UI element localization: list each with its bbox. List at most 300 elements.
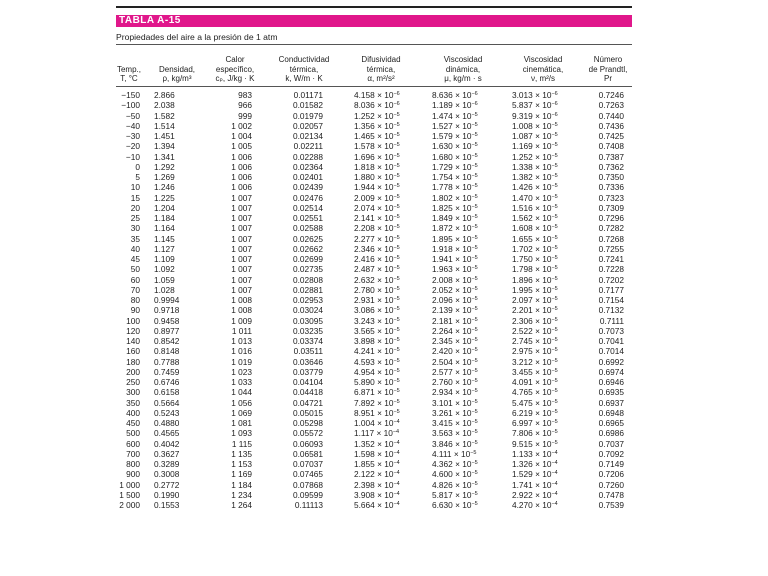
mantissa: 1.598 × 10 [354,448,394,459]
cell-specific-heat: 1 264 [231,500,252,510]
mantissa: 1.578 × 10 [354,141,394,152]
mantissa: 1.252 × 10 [512,151,552,162]
cell-thermal-conductivity: 0.02881 [293,284,323,295]
mantissa: 5.475 × 10 [512,397,552,408]
cell-prandtl-number: 0.7073 [598,325,624,336]
mantissa: 2.420 × 10 [432,346,472,357]
mantissa: 1.944 × 10 [354,182,394,193]
exponent: −5 [471,480,478,487]
mantissa: 4.241 × 10 [354,346,394,357]
cell-density: 0.7459 [154,366,180,377]
exponent: −5 [471,490,478,497]
cell-specific-heat: 1 033 [231,377,252,387]
cell-temperature: 120 [126,325,140,336]
cell-prandtl-number: 0.7041 [598,336,624,346]
exponent: −5 [393,152,400,159]
exponent: −4 [393,480,400,487]
mantissa: 2.277 × 10 [354,233,394,244]
cell-temperature: 0 [135,161,140,172]
exponent: −5 [551,378,558,384]
cell-thermal-conductivity: 0.05298 [293,418,323,428]
cell-specific-heat: 1 002 [231,120,252,131]
cell-prandtl-number: 0.6948 [598,407,624,418]
exponent: −5 [551,265,558,272]
cell-density: 0.1553 [154,500,180,510]
mantissa: 1.529 × 10 [512,469,552,480]
cell-specific-heat: 1 005 [231,141,252,152]
exponent: −4 [551,460,558,466]
exponent: −6 [471,91,478,97]
cell-thermal-conductivity: 0.03095 [293,315,323,326]
cell-thermal-conductivity: 0.02476 [293,192,323,203]
table-row [116,490,632,500]
exponent: −5 [393,111,400,118]
exponent: −4 [551,490,558,497]
exponent: −4 [393,490,400,497]
exponent: −5 [551,306,558,313]
cell-temperature: 40 [130,243,140,254]
exponent: −5 [393,132,400,138]
mantissa: 6.997 × 10 [512,418,552,428]
cell-density: 0.6746 [154,377,180,387]
cell-temperature: 45 [130,254,140,264]
exponent: −5 [471,357,478,364]
mantissa: 4.600 × 10 [432,469,472,480]
cell-thermal-conductivity: 0.02211 [293,141,323,152]
header-dynamic-viscosity: Viscosidad dinámica, μ, kg/m · s [443,55,483,84]
mantissa: 1.470 × 10 [512,192,552,203]
cell-temperature: −10 [125,151,140,162]
cell-density: 1.127 [154,243,175,254]
cell-thermal-conductivity: 0.02057 [293,120,323,131]
mantissa: 1.655 × 10 [512,233,552,244]
cell-prandtl-number: 0.7436 [598,120,624,131]
exponent: −5 [471,162,478,169]
cell-temperature: 2 000 [119,500,140,510]
cell-density: 1.204 [154,202,175,213]
cell-thermal-conductivity: 0.02288 [293,151,323,162]
table-row [116,111,632,121]
cell-thermal-conductivity: 0.01979 [293,110,323,121]
cell-thermal-conductivity: 0.03779 [293,366,323,377]
exponent: −5 [393,244,400,251]
cell-temperature: 800 [126,459,140,469]
cell-prandtl-number: 0.7309 [598,202,624,213]
exponent: −5 [551,203,558,210]
cell-density: 1.341 [154,151,175,162]
exponent: −6 [471,101,478,108]
cell-density: 1.184 [154,213,175,223]
mantissa: 2.306 × 10 [512,315,552,326]
cell-thermal-conductivity: 0.04104 [293,377,323,387]
cell-prandtl-number: 0.7241 [598,254,624,264]
cell-prandtl-number: 0.6974 [598,366,624,377]
cell-density: 0.9718 [154,305,180,316]
table-page [116,0,632,576]
cell-thermal-conductivity: 0.06581 [293,448,323,459]
cell-specific-heat: 1 093 [231,428,252,439]
cell-density: 0.4565 [154,428,180,439]
table-row [116,428,632,438]
mantissa: 2.522 × 10 [512,325,552,336]
mantissa: 1.696 × 10 [354,151,394,162]
exponent: −5 [551,234,558,241]
cell-specific-heat: 1 006 [231,182,252,193]
cell-specific-heat: 1 006 [231,151,252,162]
cell-density: 0.3627 [154,448,180,459]
cell-thermal-conductivity: 0.02401 [293,172,323,182]
exponent: −5 [471,183,478,190]
cell-thermal-conductivity: 0.02699 [293,254,323,264]
exponent: −5 [471,214,478,220]
mantissa: 2.931 × 10 [354,295,394,305]
mantissa: 2.780 × 10 [354,284,394,295]
table-row [116,285,632,295]
table-row [116,336,632,346]
exponent: −5 [471,265,478,272]
cell-temperature: 180 [126,356,140,367]
table-row [116,182,632,192]
table-row [116,223,632,233]
mantissa: 6.871 × 10 [354,387,394,398]
table-row [116,100,632,110]
cell-density: 0.8148 [154,346,180,357]
exponent: −6 [551,101,558,108]
mantissa: 1.516 × 10 [512,202,552,213]
mantissa: 3.563 × 10 [432,428,472,439]
mantissa: 1.326 × 10 [512,459,552,469]
cell-temperature: 50 [130,264,140,275]
mantissa: 3.243 × 10 [354,315,394,326]
exponent: −5 [471,326,478,333]
cell-thermal-conductivity: 0.02953 [293,295,323,305]
table-row [116,367,632,377]
exponent: −5 [471,429,478,436]
mantissa: 2.346 × 10 [354,243,394,254]
cell-density: 1.109 [154,254,175,264]
cell-prandtl-number: 0.7037 [598,438,624,449]
exponent: −5 [471,408,478,415]
cell-specific-heat: 1 019 [231,356,252,367]
cell-prandtl-number: 0.6986 [598,428,624,439]
exponent: −5 [393,326,400,333]
mantissa: 1.465 × 10 [354,131,394,141]
exponent: −5 [471,275,478,282]
cell-prandtl-number: 0.7350 [598,172,624,182]
cell-dynamic-viscosity [432,500,502,512]
cell-thermal-conductivity: 0.04721 [293,397,323,408]
mantissa: 2.922 × 10 [512,489,552,500]
table-row [116,377,632,387]
mantissa: 4.362 × 10 [432,459,472,469]
table-row [116,203,632,213]
table-row [116,439,632,449]
exponent: −5 [471,132,478,138]
cell-specific-heat: 1 069 [231,407,252,418]
cell-prandtl-number: 0.7336 [598,182,624,193]
exponent: −5 [393,142,400,149]
table-row [116,152,632,162]
exponent: −5 [393,214,400,220]
mantissa: 1.608 × 10 [512,223,552,234]
exponent: −5 [551,173,558,179]
cell-density: 0.5243 [154,407,180,418]
exponent: −5 [393,203,400,210]
cell-density: 1.394 [154,141,175,152]
cell-density: 1.059 [154,274,175,285]
cell-specific-heat: 1 009 [231,315,252,326]
cell-temperature: −100 [121,100,140,111]
cell-thermal-conductivity: 0.07037 [293,459,323,469]
table-row [116,131,632,141]
exponent: −5 [471,460,478,466]
mantissa: 3.898 × 10 [354,336,394,346]
exponent: −5 [393,234,400,241]
exponent: −5 [551,429,558,436]
cell-thermal-conductivity: 0.02588 [293,223,323,234]
cell-thermal-conductivity: 0.07868 [293,479,323,490]
mantissa: 4.593 × 10 [354,356,394,367]
cell-density: 0.1990 [154,489,180,500]
cell-specific-heat: 983 [238,90,252,100]
cell-temperature: 35 [130,233,140,244]
exponent: −5 [551,296,558,302]
cell-temperature: 60 [130,274,140,285]
cell-temperature: 250 [126,377,140,387]
mantissa: 1.778 × 10 [432,182,472,193]
cell-temperature: 20 [130,202,140,213]
cell-temperature: 450 [126,418,140,428]
cell-temperature: 90 [130,305,140,316]
table-row [116,357,632,367]
mantissa: 2.416 × 10 [354,254,394,264]
mantissa: 1.825 × 10 [432,202,472,213]
cell-prandtl-number: 0.7014 [598,346,624,357]
exponent: −5 [393,347,400,354]
exponent: −6 [551,91,558,97]
cell-prandtl-number: 0.7260 [598,479,624,490]
mantissa: 3.013 × 10 [512,90,552,100]
table-row [116,213,632,223]
exponent: −5 [471,203,478,210]
exponent: −5 [471,316,478,323]
mantissa: 1.474 × 10 [432,110,472,121]
header-specific-heat: Calor específico, cₚ, J/kg · K [215,55,255,84]
cell-density: 0.6158 [154,387,180,398]
mantissa: 2.052 × 10 [432,284,472,295]
mantissa: 4.826 × 10 [432,479,472,490]
mantissa: 2.264 × 10 [432,325,472,336]
exponent: −4 [393,460,400,466]
cell-specific-heat: 966 [238,100,252,111]
exponent: −5 [551,398,558,405]
cell-temperature: 140 [126,336,140,346]
top-rule [116,6,632,8]
cell-specific-heat: 1 007 [231,223,252,234]
cell-prandtl-number: 0.7387 [598,151,624,162]
table-header [116,48,632,84]
cell-specific-heat: 1 008 [231,295,252,305]
table-row [116,275,632,285]
cell-temperature: 10 [130,182,140,193]
cell-thermal-conductivity: 0.03511 [293,346,323,357]
mantissa: 3.212 × 10 [512,356,552,367]
table-row [116,387,632,397]
exponent: −5 [551,152,558,159]
mantissa: 2.122 × 10 [354,469,394,480]
mantissa: 4.954 × 10 [354,366,394,377]
exponent: −5 [393,285,400,292]
cell-density: 0.9458 [154,315,180,326]
table-row [116,254,632,264]
header-thermal-conductivity: Conductividad térmica, k, W/m · K [278,55,330,84]
cell-thermal-conductivity: 0.05015 [293,407,323,418]
mantissa: 2.398 × 10 [354,479,394,490]
header-prandtl-number: Número de Prandtl, Pr [588,55,628,84]
table-row [116,398,632,408]
mantissa: 1.117 × 10 [354,428,393,439]
cell-specific-heat: 1 007 [231,243,252,254]
mantissa: 2.577 × 10 [432,366,472,377]
exponent: −5 [471,337,478,343]
table-row [116,326,632,336]
mantissa: 4.270 × 10 [512,500,552,510]
exponent: −5 [551,337,558,343]
cell-prandtl-number: 0.7539 [598,500,624,510]
table-row [116,459,632,469]
exponent: −5 [551,121,558,128]
exponent: −5 [551,214,558,220]
cell-temperature: 200 [126,366,140,377]
cell-specific-heat: 1 007 [231,192,252,203]
cell-temperature: 5 [135,172,140,182]
table-body [116,90,632,510]
mantissa: 2.934 × 10 [432,387,472,398]
mantissa: 3.846 × 10 [432,438,472,449]
mantissa: 2.141 × 10 [354,213,394,223]
exponent: −6 [393,91,400,97]
cell-thermal-conductivity: 0.02134 [293,131,323,141]
mantissa: 1.702 × 10 [512,243,552,254]
cell-density: 0.3008 [154,469,180,480]
mantissa: 2.181 × 10 [432,315,472,326]
cell-thermal-conductivity: 0.02625 [293,233,323,244]
exponent: −5 [551,347,558,354]
table-row [116,244,632,254]
cell-prandtl-number: 0.7268 [598,233,624,244]
exponent: −4 [551,501,558,507]
table-row [116,172,632,182]
mantissa: 2.345 × 10 [432,336,472,346]
exponent: −5 [393,296,400,302]
cell-specific-heat: 1 006 [231,172,252,182]
cell-density: 0.3289 [154,459,180,469]
cell-prandtl-number: 0.7282 [598,223,624,234]
exponent: −5 [393,193,400,200]
mantissa: 4.091 × 10 [512,377,552,387]
exponent: −4 [393,501,400,507]
cell-thermal-conductivity: 0.02439 [293,182,323,193]
exponent: −5 [393,183,400,190]
table-row [116,480,632,490]
cell-prandtl-number: 0.7154 [598,295,624,305]
mantissa: 1.338 × 10 [512,161,552,172]
mantissa: 5.890 × 10 [354,377,394,387]
mantissa: 1.356 × 10 [354,120,394,131]
mantissa: 1.729 × 10 [432,161,472,172]
exponent: −5 [471,388,478,395]
cell-prandtl-number: 0.7177 [598,284,624,295]
mantissa: 1.189 × 10 [432,100,472,111]
exponent: −5 [471,142,478,149]
mantissa: 2.139 × 10 [432,305,472,316]
cell-density: 1.225 [154,192,175,203]
table-row [116,90,632,100]
cell-specific-heat: 1 013 [231,336,252,346]
exponent: −5 [471,306,478,313]
header-top-rule [116,44,632,45]
cell-specific-heat: 1 007 [231,254,252,264]
exponent: −5 [551,224,558,231]
mantissa: 3.101 × 10 [432,397,472,408]
exponent: −5 [551,244,558,251]
mantissa: 1.252 × 10 [354,110,394,121]
cell-specific-heat: 1 007 [231,202,252,213]
exponent: −5 [393,357,400,364]
cell-specific-heat: 1 169 [231,469,252,480]
exponent: −5 [393,162,400,169]
cell-prandtl-number: 0.7228 [598,264,624,275]
mantissa: 1.680 × 10 [432,151,472,162]
mantissa: 1.818 × 10 [354,161,394,172]
exponent: −5 [471,347,478,354]
mantissa: 5.837 × 10 [512,100,552,111]
cell-specific-heat: 1 016 [231,346,252,357]
exponent: −4 [393,419,400,425]
cell-thermal-conductivity: 0.03374 [293,336,323,346]
exponent: −5 [551,408,558,415]
table-row [116,141,632,151]
mantissa: 1.872 × 10 [432,223,472,234]
cell-density: 1.145 [154,233,175,244]
cell-density: 2.866 [154,90,175,100]
mantissa: 9.319 × 10 [512,110,552,121]
exponent: −5 [393,173,400,179]
mantissa: 1.754 × 10 [432,172,472,182]
mantissa: 1.750 × 10 [512,254,552,264]
mantissa: 9.515 × 10 [512,438,552,449]
cell-prandtl-number: 0.7478 [598,489,624,500]
cell-density: 0.8977 [154,325,180,336]
mantissa: 4.111 × 10 [432,448,471,459]
cell-prandtl-number: 0.6935 [598,387,624,398]
mantissa: 3.415 × 10 [432,418,472,428]
cell-prandtl-number: 0.7111 [599,315,624,326]
cell-temperature: 70 [130,284,140,295]
cell-thermal-conductivity: 0.04418 [293,387,323,398]
cell-specific-heat: 1 007 [231,264,252,275]
mantissa: 3.455 × 10 [512,366,552,377]
cell-density: 1.269 [154,172,175,182]
cell-thermal-diffusivity [354,500,420,512]
mantissa: 4.765 × 10 [512,387,552,398]
exponent: −5 [393,408,400,415]
cell-specific-heat: 1 056 [231,397,252,408]
cell-temperature: 160 [126,346,140,357]
exponent: −5 [471,244,478,251]
exponent: −5 [551,285,558,292]
cell-density: 1.451 [154,131,175,141]
